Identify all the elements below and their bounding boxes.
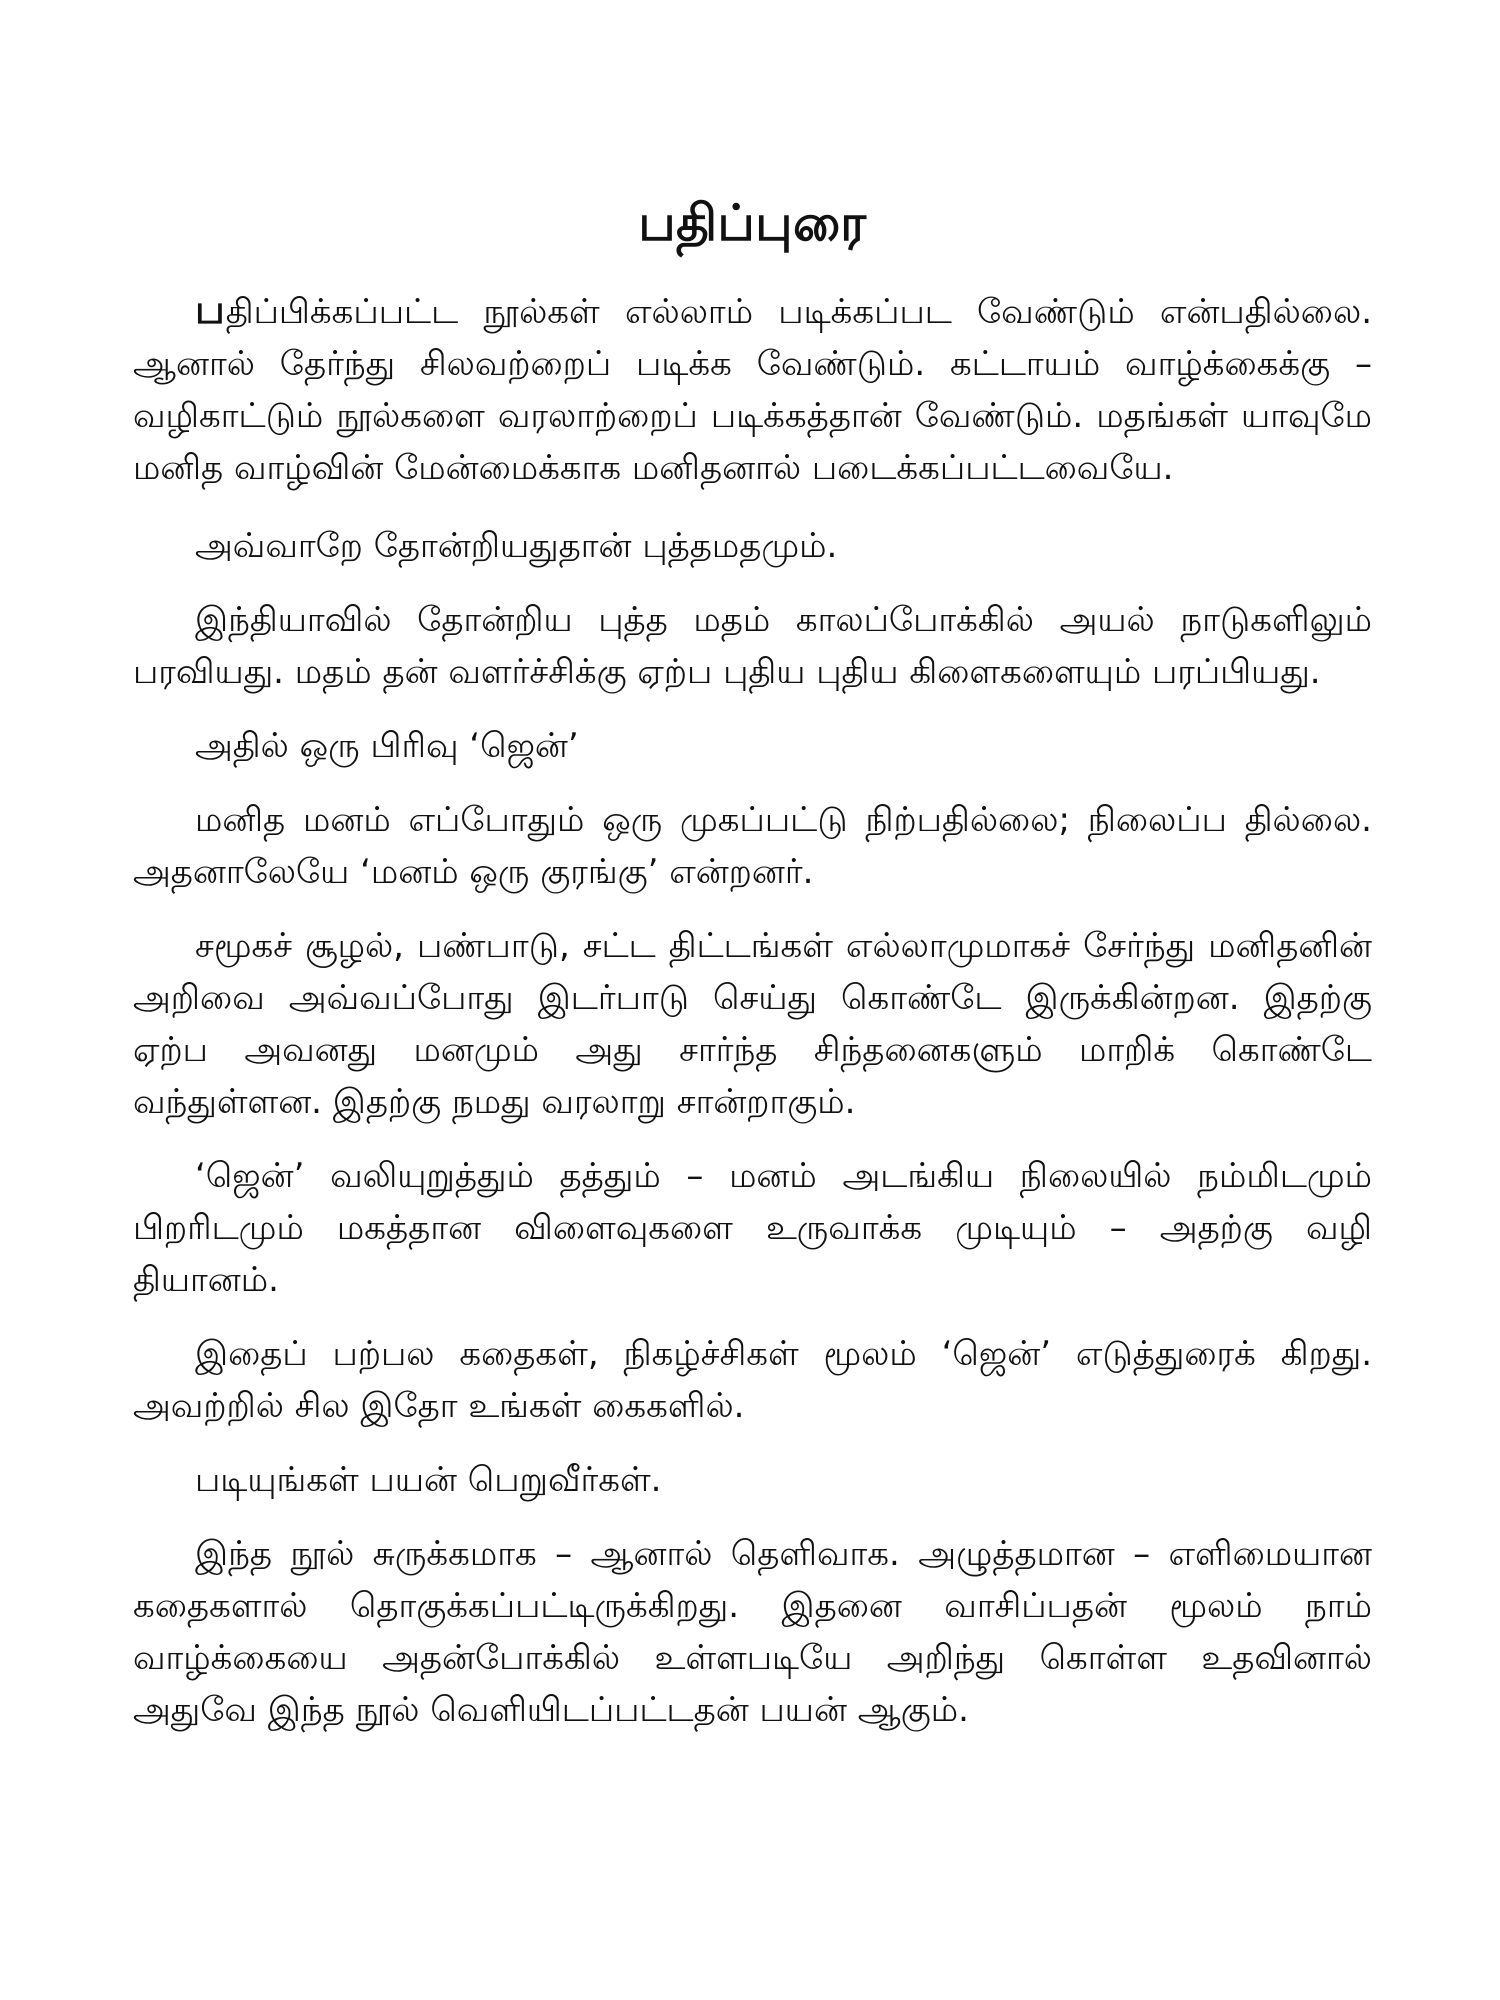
paragraph-7: ‘ஜென்’ வலியுறுத்தும் தத்தும் – மனம் அடங்கிய நிலையில் நம்மிடமும் பிறரிடமும் மகத்தான விளைவுகளை உருவாக்க முடியும் – அதற்கு வழி தியானம். (133, 1156, 1372, 1300)
page-title: பதிப்புரை (638, 194, 867, 252)
paragraph-2: அவ்வாறே தோன்றியதுதான் புத்தமதமும். (195, 526, 838, 566)
paragraph-6: சமூகச் சூழல், பண்பாடு, சட்ட திட்டங்கள் எல்லாமுமாகச் சேர்ந்து மனிதனின் அறிவை அவ்வப்போது இடர்பாடு செய்து கொண்டே இருக்கின்றன. இதற்கு ஏற்ப அவனது மனமும் அது சார்ந்த சிந்தனைகளும் மாறிக் கொண்டே வந்துள்ளன. இதற்கு நமது வரலாறு சான்றாகும். (133, 926, 1372, 1122)
paragraph-1 (133, 284, 1372, 494)
paragraph-8: இதைப் பற்பல கதைகள், நிகழ்ச்சிகள் மூலம் ‘ஜென்’ எடுத்துரைக் கிறது. அவற்றில் சில இதோ உங்கள் கைகளில். (133, 1334, 1372, 1426)
paragraph-9: படியுங்கள் பயன் பெறுவீர்கள். (195, 1460, 662, 1500)
paragraph-3: இந்தியாவில் தோன்றிய புத்த மதம் காலப்போக்கில் அயல் நாடுகளிலும் பரவியது. மதம் தன் வளர்ச்சிக்கு ஏற்ப புதிய புதிய கிளைகளையும் பரப்பியது. (133, 600, 1372, 692)
drop-cap: ப (195, 287, 226, 333)
paragraph-4: அதில் ஒரு பிரிவு ‘ஜென்’ (195, 726, 579, 766)
document-body (133, 284, 1372, 1736)
paragraph-1-text: திப்பிக்கப்பட்ட நூல்கள் எல்லாம் படிக்கப்பட வேண்டும் என்பதில்லை. ஆனால் தேர்ந்து சிலவற்றைப் படிக்க வேண்டும். கட்டாயம் வாழ்க்கைக்கு – வழிகாட்டும் நூல்களை வரலாற்றைப் படிக்கத்தான் வேண்டும். மதங்கள் யாவுமே மனித வாழ்வின் மேன்மைக்காக மனிதனால் படைக்கப்பட்டவையே. (133, 292, 1372, 488)
paragraph-10: இந்த நூல் சுருக்கமாக – ஆனால் தெளிவாக. அழுத்தமான – எளிமையான கதைகளால் தொகுக்கப்பட்டிருக்கிறது. இதனை வாசிப்பதன் மூலம் நாம் வாழ்க்கையை அதன்போக்கில் உள்ளபடியே அறிந்து கொள்ள உதவினால் அதுவே இந்த நூல் வெளியிடப்பட்டதன் பயன் ஆகும். (133, 1534, 1372, 1730)
paragraph-5: மனித மனம் எப்போதும் ஒரு முகப்பட்டு நிற்பதில்லை; நிலைப்ப தில்லை. அதனாலேயே ‘மனம் ஒரு குரங்கு’ என்றனர். (133, 800, 1372, 892)
